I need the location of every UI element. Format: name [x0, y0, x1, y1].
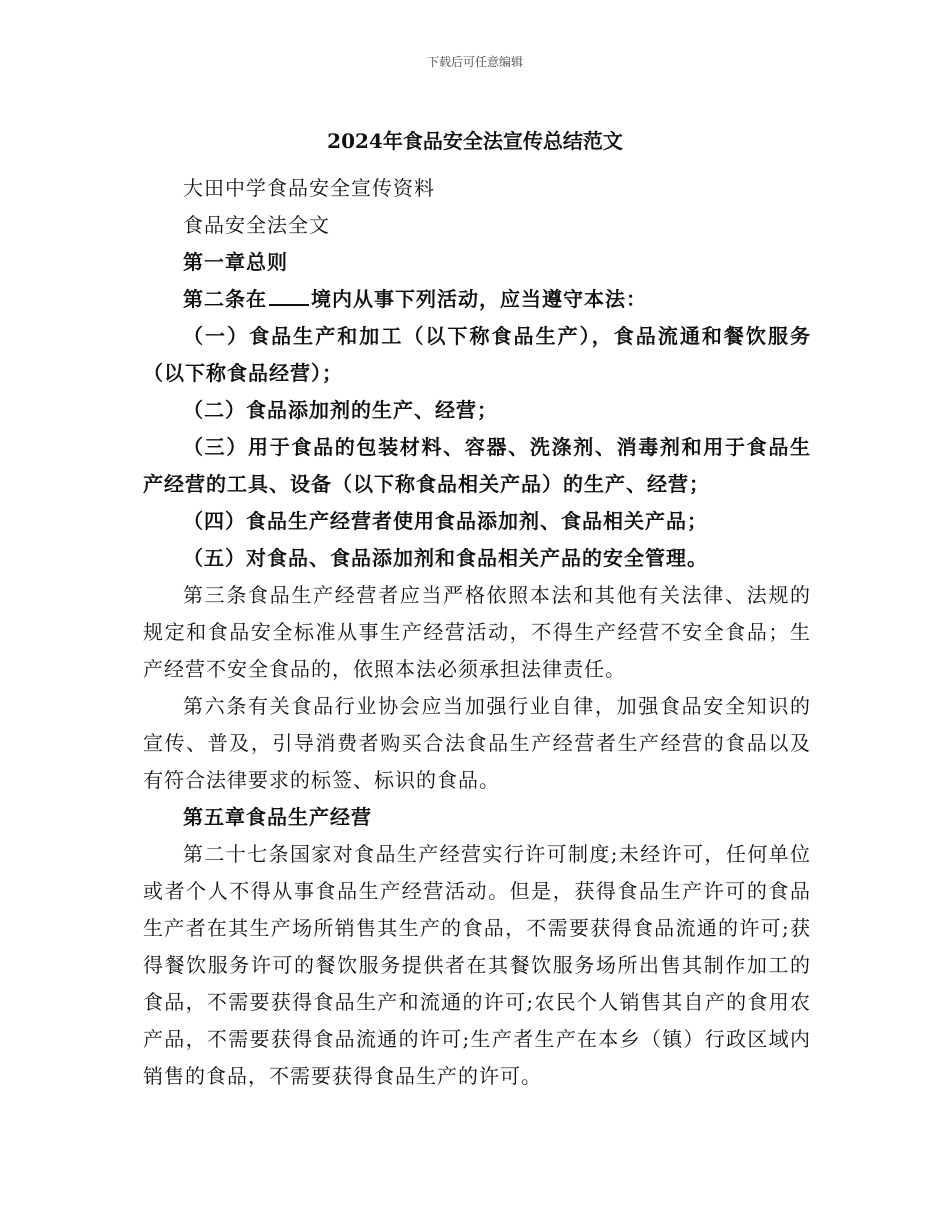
chapter-5-heading: 第五章食品生产经营 [183, 805, 372, 829]
article-6: 第六条有关食品行业协会应当加强行业自律，加强食品安全知识的宣传、普及，引导消费者购买合法食品生产经营者生产经营的食品以及有符合法律要求的标签、标识的食品。 [143, 694, 811, 792]
fill-in-blank [269, 286, 309, 306]
school-material-line: 大田中学食品安全宣传资料 [183, 176, 435, 200]
article-2 [143, 281, 811, 318]
article-2-post: 境内从事下列活动，应当遵守本法： [311, 287, 647, 311]
document-body [143, 170, 811, 1095]
article-2-pre: 第二条在 [183, 287, 267, 311]
header-note: 下载后可任意编辑 [426, 55, 523, 69]
full-text-label: 食品安全法全文 [183, 213, 330, 237]
article-27: 第二十七条国家对食品生产经营实行许可制度;未经许可，任何单位或者个人不得从事食品生产经营活动。但是，获得食品生产许可的食品生产者在其生产场所销售其生产的食品，不需要获得食品流通的许可;获得餐饮服务许可的餐饮服务提供者在其餐饮服务场所出售其制作加工的食品，不需要获得食品生产和流通的许可;农民个人销售其自产的食用农产品，不需要获得食品流通的许可;生产者生产在本乡（镇）行政区域内销售的食品，不需要获得食品生产的许可。 [143, 842, 811, 1088]
chapter-1-heading: 第一章总则 [183, 250, 288, 274]
article-3: 第三条食品生产经营者应当严格依照本法和其他有关法律、法规的规定和食品安全标准从事生产经营活动，不得生产经营不安全食品；生产经营不安全食品的，依照本法必须承担法律责任。 [143, 583, 811, 681]
item-3: （三）用于食品的包装材料、容器、洗涤剂、消毒剂和用于食品生产经营的工具、设备（以下称食品相关产品）的生产、经营； [143, 435, 811, 496]
item-4: （四）食品生产经营者使用食品添加剂、食品相关产品； [183, 509, 708, 533]
item-1: （一）食品生产和加工（以下称食品生产），食品流通和餐饮服务（以下称食品经营）； [143, 324, 811, 385]
document-title: 2024年食品安全法宣传总结范文 [327, 129, 623, 153]
item-5: （五）对食品、食品添加剂和食品相关产品的安全管理。 [183, 546, 708, 570]
item-2: （二）食品添加剂的生产、经营； [183, 398, 498, 422]
